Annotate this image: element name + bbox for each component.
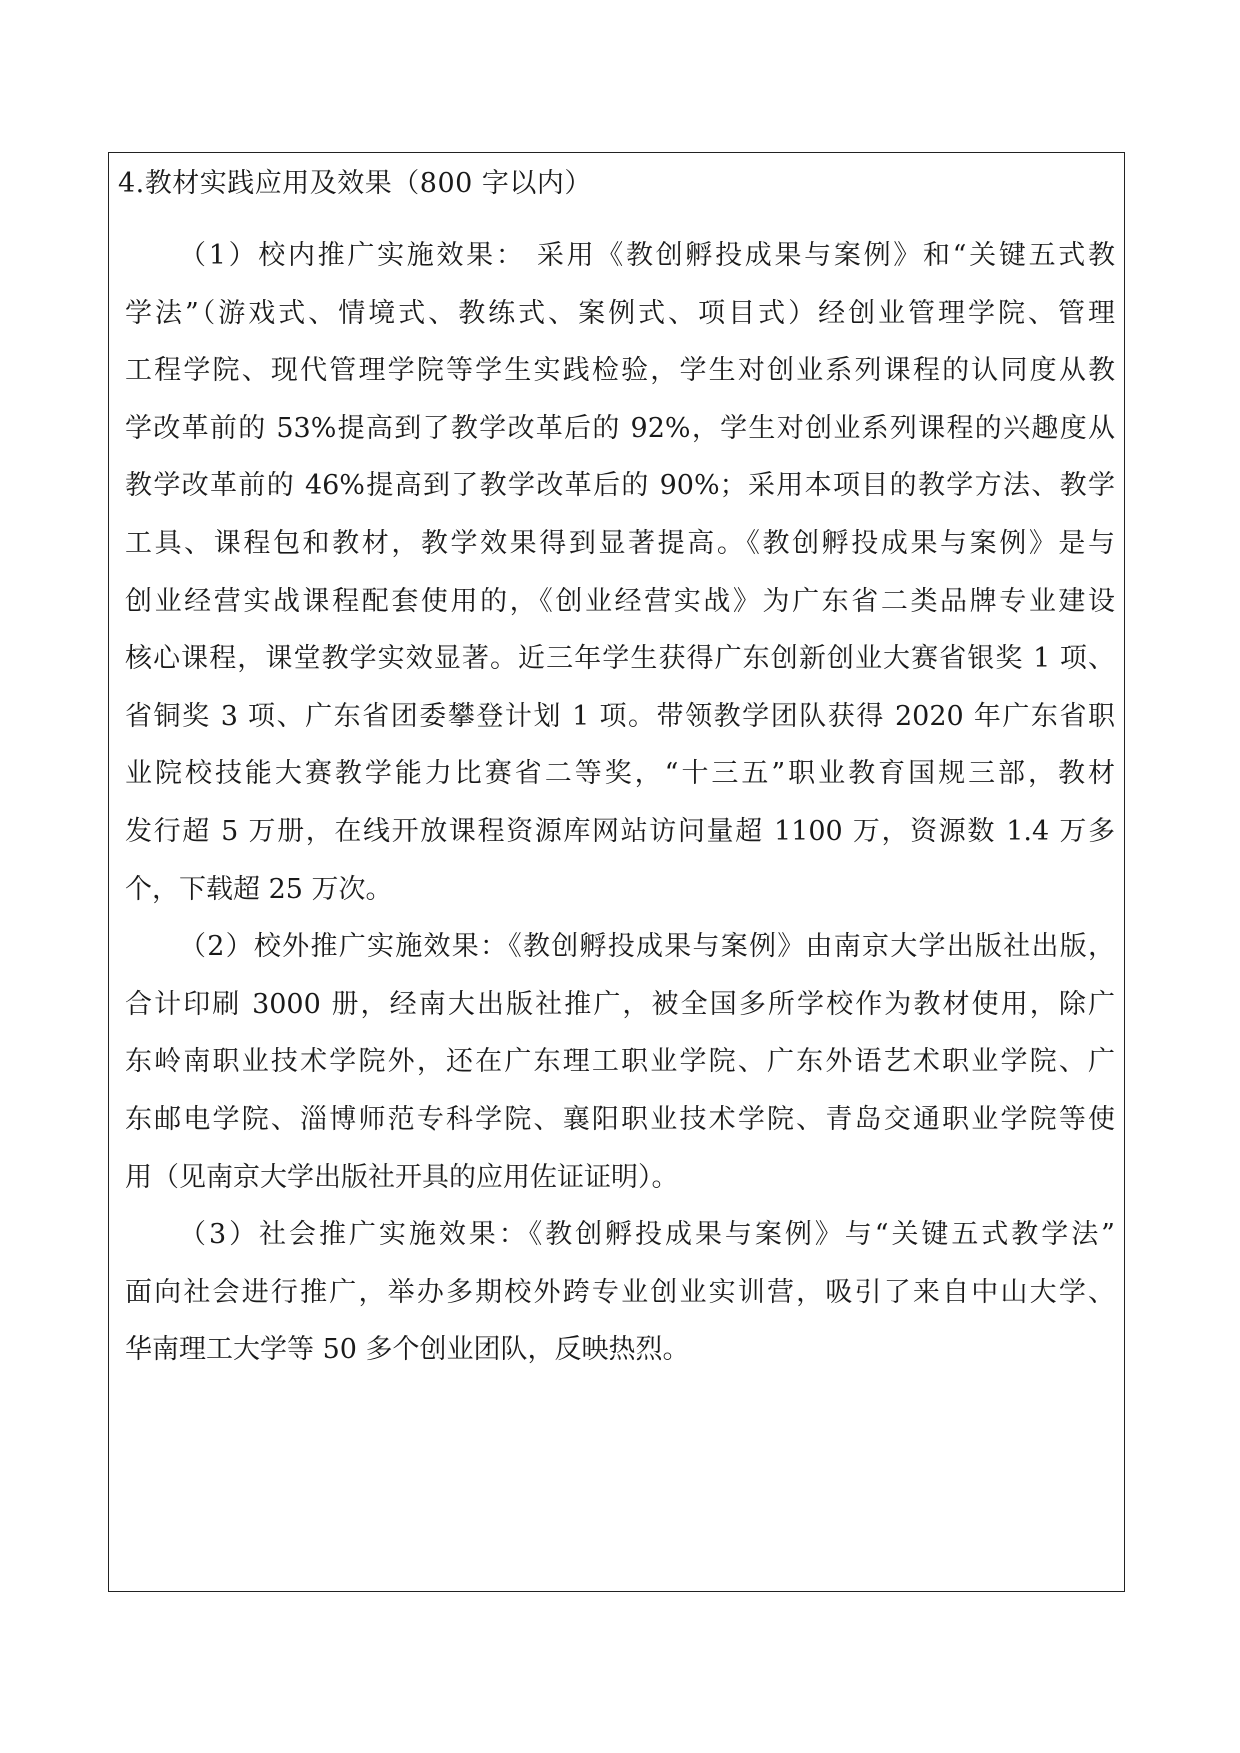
text-line: （2）校外推广实施效果：《教创孵投成果与案例》由南京大学出版社出版， [179, 931, 1115, 963]
text-line: 华南理工大学等 50 多个创业团队，反映热烈。 [125, 1334, 690, 1366]
text-line: 合计印刷 3000 册，经南大出版社推广，被全国多所学校作为教材使用，除广 [125, 988, 1115, 1020]
text-line: 东岭南职业技术学院外，还在广东理工职业学院、广东外语艺术职业学院、广 [125, 1046, 1115, 1078]
text-line: 省铜奖 3 项、广东省团委攀登计划 1 项。带领教学团队获得 2020 年广东省职 [125, 700, 1115, 732]
text-line: 核心课程，课堂教学实效显著。近三年学生获得广东创新创业大赛省银奖 1 项、 [125, 643, 1115, 675]
paragraph-social-effect [125, 1206, 1115, 1379]
text-line: 学改革前的 53%提高到了教学改革后的 92%，学生对创业系列课程的兴趣度从 [125, 412, 1115, 444]
text-line: （3）社会推广实施效果：《教创孵投成果与案例》与“关键五式教学法” [179, 1219, 1115, 1251]
text-line: 面向社会进行推广，举办多期校外跨专业创业实训营，吸引了来自中山大学、 [125, 1276, 1115, 1308]
text-line: 创业经营实战课程配套使用的，《创业经营实战》为广东省二类品牌专业建设 [125, 585, 1115, 617]
text-line: 个，下载超 25 万次。 [125, 873, 393, 905]
paragraph-external-effect [125, 918, 1115, 1206]
section-body [125, 227, 1115, 1379]
text-line: 工程学院、现代管理学院等学生实践检验，学生对创业系列课程的认同度从教 [125, 355, 1115, 387]
text-line: 教学改革前的 46%提高到了教学改革后的 90%；采用本项目的教学方法、教学 [125, 470, 1115, 502]
section-heading: 4.教材实践应用及效果（800 字以内） [118, 168, 592, 199]
text-line: 学法”（游戏式、情境式、教练式、案例式、项目式）经创业管理学院、管理 [125, 297, 1115, 329]
text-line: 东邮电学院、淄博师范专科学院、襄阳职业技术学院、青岛交通职业学院等使 [125, 1103, 1115, 1135]
text-line: （1）校内推广实施效果： 采用《教创孵投成果与案例》和“关键五式教 [179, 240, 1115, 271]
text-line: 业院校技能大赛教学能力比赛省二等奖，“十三五”职业教育国规三部，教材 [125, 758, 1115, 790]
text-line: 发行超 5 万册，在线开放课程资源库网站访问量超 1100 万，资源数 1.4 万多 [125, 815, 1115, 847]
text-line: 用（见南京大学出版社开具的应用佐证证明）。 [125, 1161, 679, 1193]
text-line: 工具、课程包和教材，教学效果得到显著提高。《教创孵投成果与案例》是与 [125, 527, 1115, 559]
paragraph-campus-effect [125, 227, 1115, 918]
